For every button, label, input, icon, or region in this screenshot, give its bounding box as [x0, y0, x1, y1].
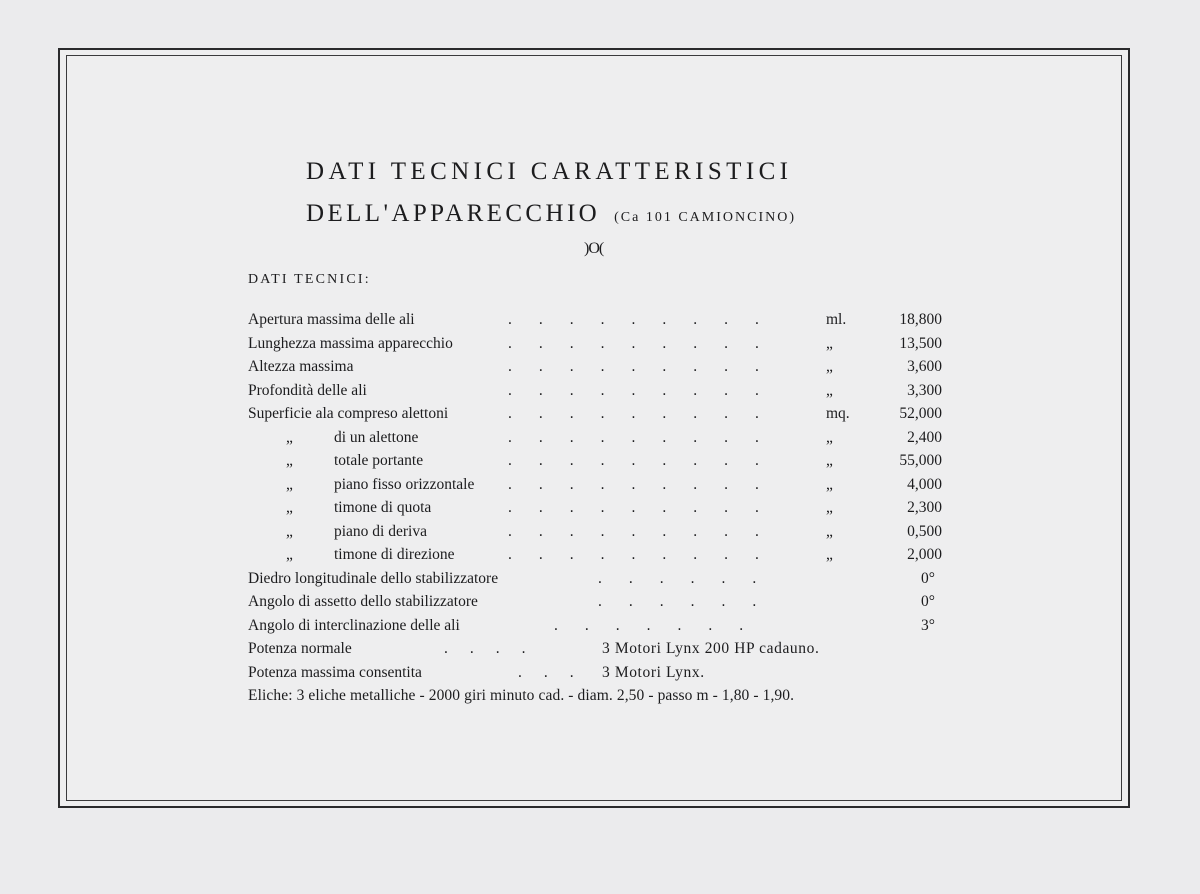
spec-label: Diedro longitudinale dello stabilizzatore	[248, 569, 499, 587]
spec-value: 2,000	[907, 546, 942, 563]
spec-label: timone di direzione	[334, 546, 455, 563]
spec-unit: „	[826, 522, 833, 540]
spec-unit: „	[826, 428, 833, 446]
spec-value: 2,300	[907, 499, 942, 516]
spec-row	[248, 590, 968, 614]
dot-leader: .........	[508, 452, 786, 469]
spec-value: 52,000	[899, 405, 942, 422]
power-label: Potenza normale	[248, 640, 352, 657]
spec-value: 18,800	[899, 311, 942, 328]
spec-unit: „	[826, 358, 833, 375]
dot-leader: ...	[518, 663, 596, 681]
propeller-spec: Eliche: 3 eliche metalliche - 2000 giri minuto cad. - diam. 2,50 - passo m - 1,80 - 1,90.	[248, 687, 795, 704]
dot-leader: .......	[554, 616, 771, 634]
spec-unit: „	[826, 452, 833, 469]
section-heading: DATI TECNICI:	[248, 272, 371, 287]
spec-value: 0°	[921, 593, 935, 610]
dot-leader: .........	[508, 475, 786, 493]
ditto-mark: „	[286, 452, 293, 469]
spec-unit: „	[826, 475, 833, 493]
spec-label: Altezza massima	[248, 358, 354, 375]
spec-label: Angolo di assetto dello stabilizzatore	[248, 593, 478, 610]
dot-leader: .........	[508, 311, 786, 328]
spec-unit: ml.	[826, 311, 847, 328]
spec-value: 0°	[921, 569, 935, 587]
spec-row	[248, 379, 968, 403]
ditto-mark: „	[286, 546, 293, 563]
ditto-mark: „	[286, 475, 293, 493]
document-frame	[58, 48, 1130, 808]
ditto-mark: „	[286, 499, 293, 516]
spec-unit: „	[826, 546, 833, 563]
spec-unit: „	[826, 499, 833, 516]
spec-value: 3,600	[907, 358, 942, 375]
dot-leader: .........	[508, 358, 786, 375]
dot-leader: .........	[508, 428, 786, 446]
spec-label: Superficie ala compreso alettoni	[248, 405, 449, 422]
spec-value: 3,300	[907, 381, 942, 399]
spec-value: 13,500	[899, 334, 942, 352]
dot-leader: .........	[508, 405, 786, 422]
spec-label: Apertura massima delle ali	[248, 311, 415, 328]
spec-label: Lunghezza massima apparecchio	[248, 334, 453, 352]
ditto-mark: „	[286, 522, 293, 540]
spec-value: 0,500	[907, 522, 942, 540]
power-value: 3 Motori Lynx 200 HP cadauno.	[602, 640, 820, 657]
spec-row	[248, 449, 968, 473]
dot-leader: .........	[508, 334, 786, 352]
dot-leader: .........	[508, 522, 786, 540]
spec-row	[248, 543, 968, 567]
spec-value: 55,000	[899, 452, 942, 469]
spec-value: 2,400	[907, 428, 942, 446]
power-row	[248, 661, 968, 685]
dot-leader: ....	[444, 640, 548, 657]
power-label: Potenza massima consentita	[248, 663, 422, 681]
spec-label: totale portante	[334, 452, 424, 469]
technical-data-table	[248, 308, 968, 708]
spec-row	[248, 355, 968, 379]
title-line-2-text: DELL'APPARECCHIO	[306, 200, 601, 227]
dot-leader: ......	[598, 569, 784, 587]
spec-row	[248, 567, 968, 591]
title-line-1: DATI TECNICI CARATTERISTICI	[306, 158, 793, 185]
spec-row	[248, 614, 968, 638]
spec-row	[248, 332, 968, 356]
spec-row	[248, 402, 968, 426]
ditto-mark: „	[286, 428, 293, 446]
spec-row	[248, 426, 968, 450]
spec-label: timone di quota	[334, 499, 432, 516]
spec-value: 3°	[921, 616, 935, 634]
dot-leader: .........	[508, 546, 786, 563]
spec-label: Profondità delle ali	[248, 381, 367, 399]
title-line-2	[306, 200, 796, 228]
spec-unit: mq.	[826, 405, 850, 422]
power-row	[248, 637, 968, 661]
spec-unit: „	[826, 334, 833, 352]
spec-label: piano fisso orizzontale	[334, 475, 475, 493]
spec-row	[248, 308, 968, 332]
dot-leader: .........	[508, 499, 786, 516]
spec-value: 4,000	[907, 475, 942, 493]
spec-label: piano di deriva	[334, 522, 427, 540]
spec-label: Angolo di interclinazione delle ali	[248, 616, 460, 634]
dot-leader: .........	[508, 381, 786, 399]
spec-row	[248, 496, 968, 520]
spec-unit: „	[826, 381, 833, 399]
propeller-row	[248, 684, 968, 708]
aircraft-model-subtitle: (Ca 101 CAMIONCINO)	[614, 210, 797, 225]
dot-leader: ......	[598, 593, 784, 610]
spec-row	[248, 473, 968, 497]
ornament-divider: )O(	[584, 240, 604, 257]
spec-label: di un alettone	[334, 428, 419, 446]
power-value: 3 Motori Lynx.	[602, 663, 705, 681]
spec-row	[248, 520, 968, 544]
